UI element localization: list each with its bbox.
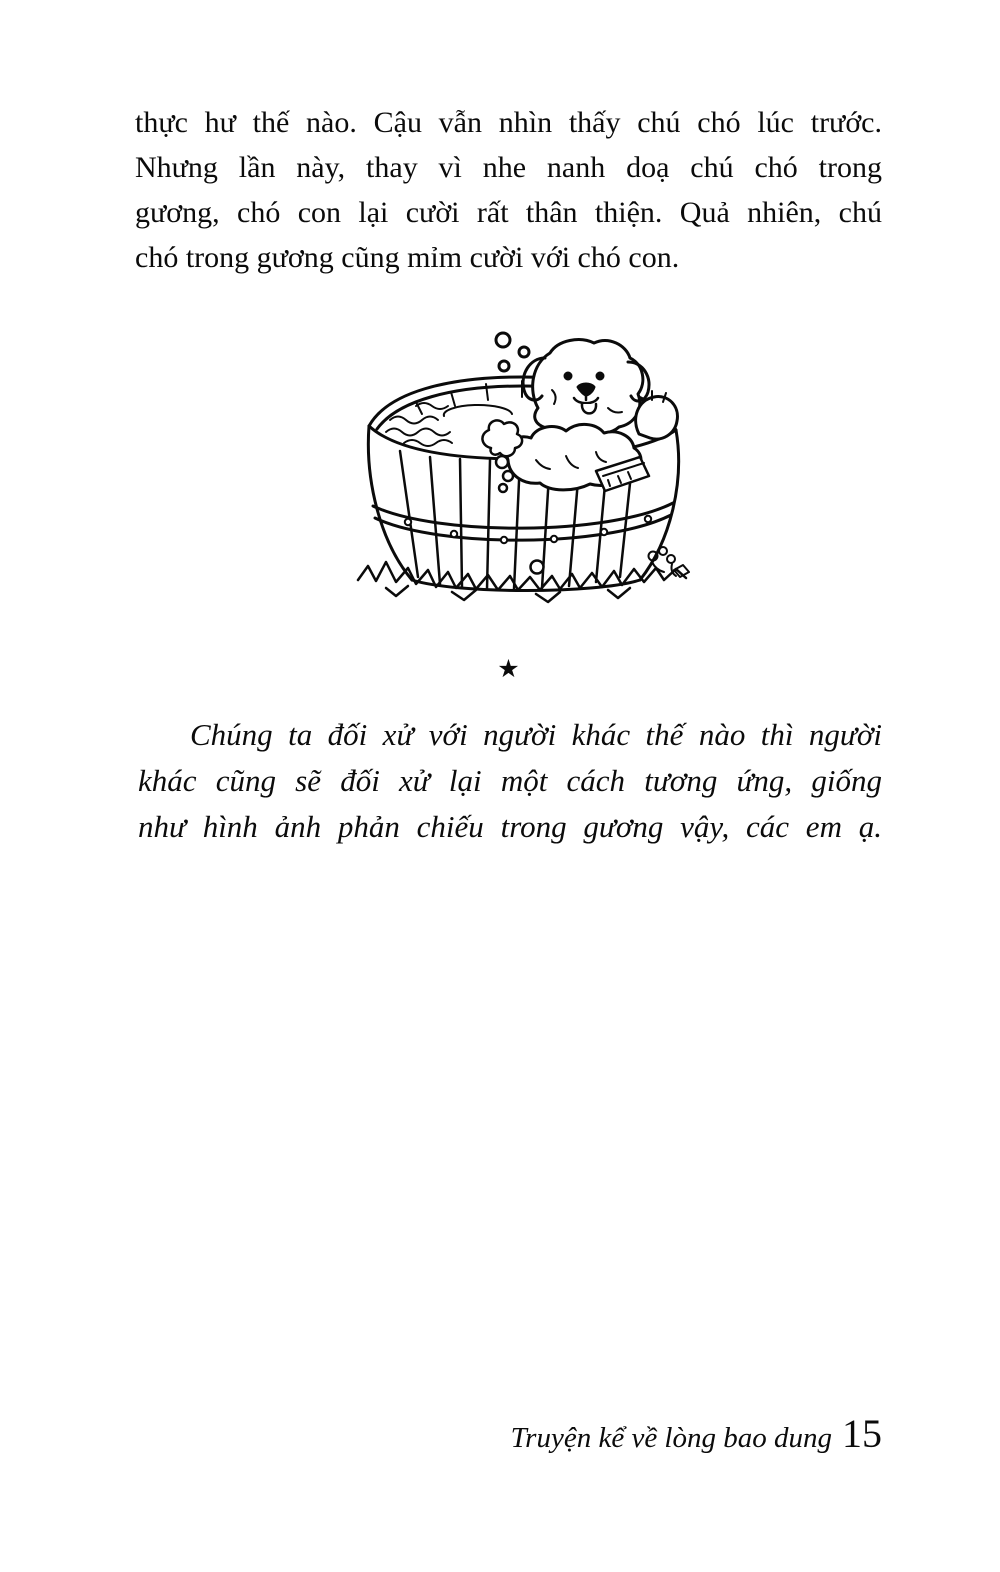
stave-hole <box>531 561 544 574</box>
story-line: Nhưng lần này, thay vì nhe nanh doạ chú chó trong <box>135 151 882 184</box>
puppy-head <box>523 340 649 437</box>
story-line: gương, chó con lại cười rất thân thiện. Quả nhiên, chú <box>135 196 882 229</box>
moral-line: Chúng ta đối xử với người khác thế nào thì người <box>190 717 882 752</box>
tongue <box>582 404 596 413</box>
page-number: 15 <box>842 1411 882 1456</box>
page-footer <box>511 1410 882 1457</box>
running-book-title: Truyện kể về lòng bao dung <box>510 1422 832 1454</box>
moral-line: như hình ảnh phản chiếu trong gương vậy, các em ạ. <box>138 809 882 844</box>
section-divider-star-icon: ★ <box>497 656 520 683</box>
moral-paragraph <box>138 712 882 850</box>
story-line: thực hư thế nào. Cậu vẫn nhìn thấy chú chó lúc trước. <box>135 106 882 139</box>
moral-line: khác cũng sẽ đối xử lại một cách tương ứng, giống <box>138 763 882 798</box>
story-paragraph <box>135 100 882 280</box>
dog-bath-drawing <box>356 330 690 624</box>
dog-bath-illustration <box>356 330 690 624</box>
story-line: chó trong gương cũng mỉm cười với chó con. <box>135 241 680 274</box>
soap-bubbles-icon <box>496 333 529 371</box>
flowers <box>649 547 690 577</box>
left-eye <box>565 373 571 379</box>
right-eye <box>597 373 603 379</box>
